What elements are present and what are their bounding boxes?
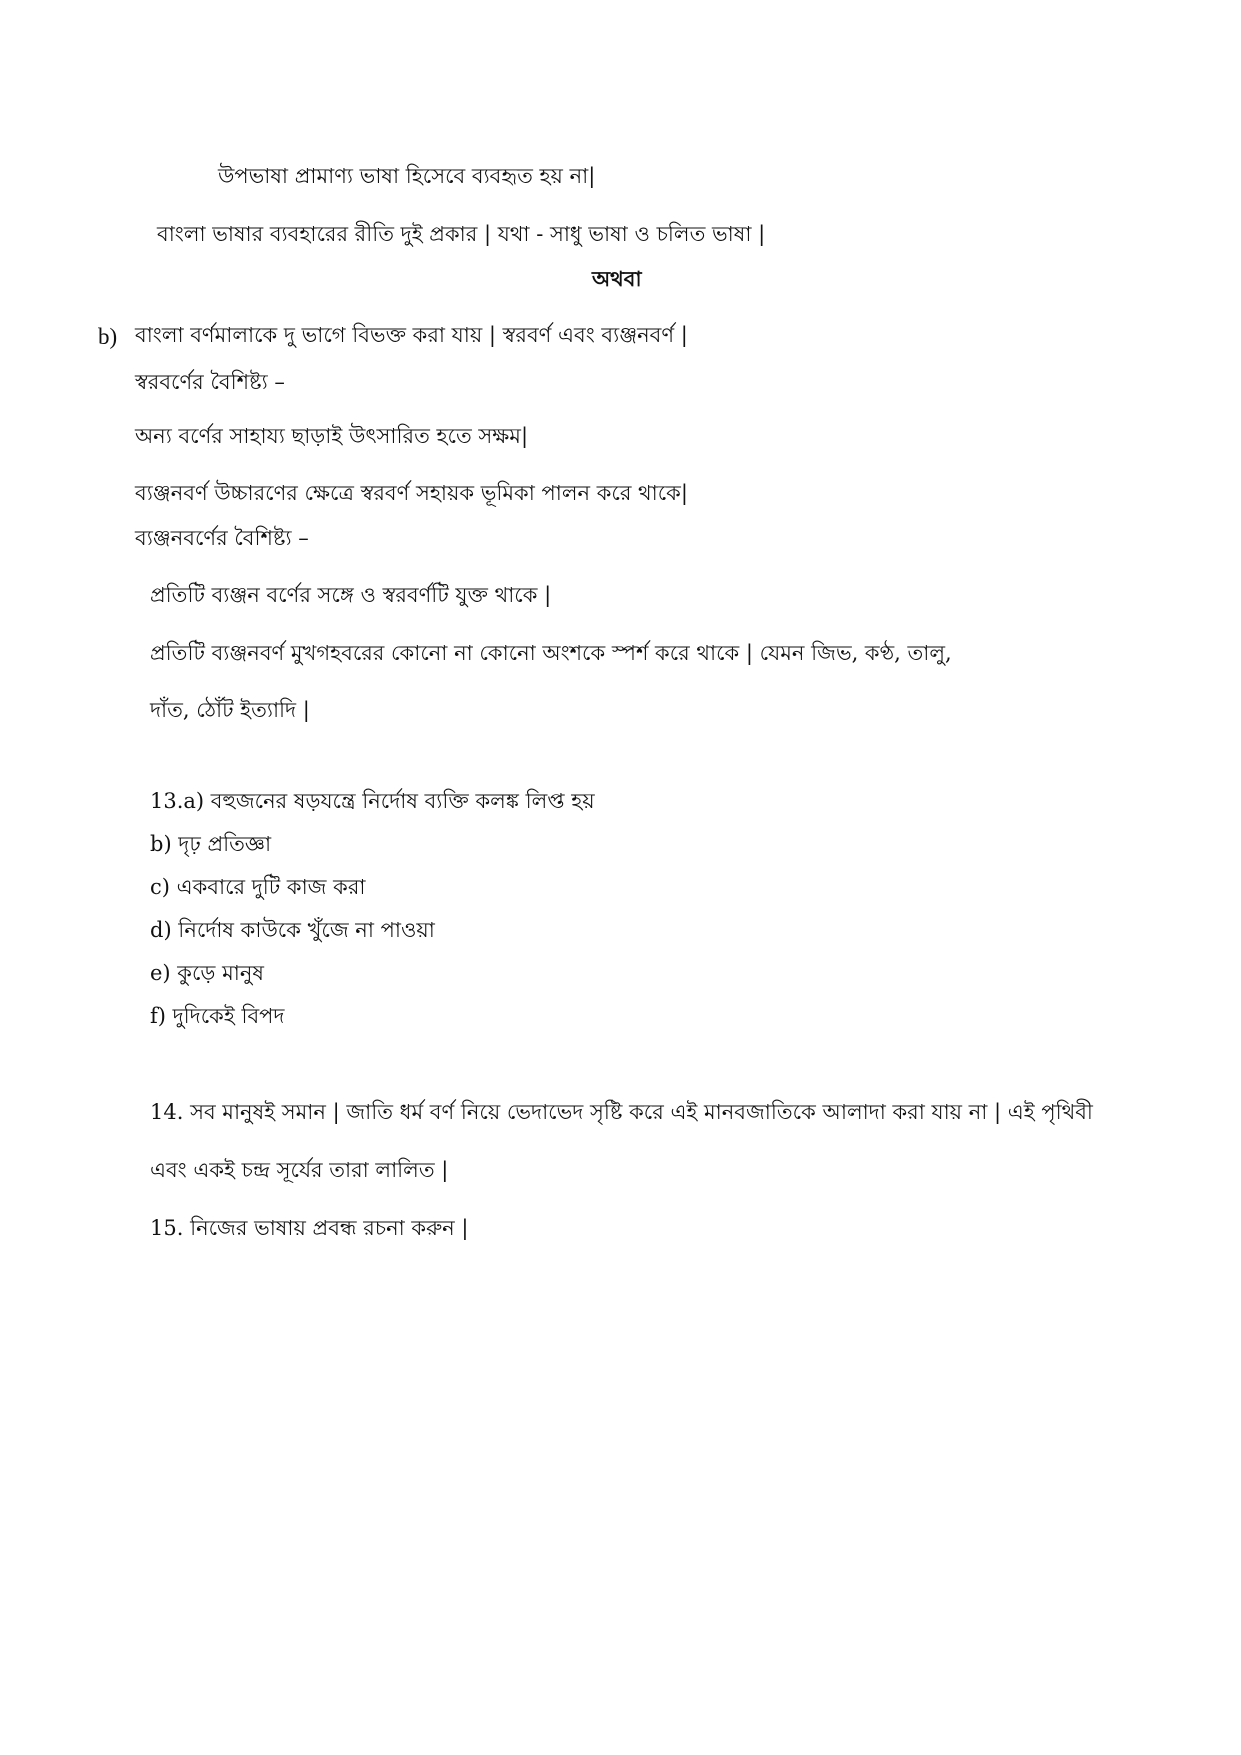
consonant-point-1: প্রতিটি ব্যঞ্জন বর্ণের সঙ্গে ও স্বরবর্ণটি যুক্ত থাকে |	[150, 583, 552, 607]
consonant-point-2a: প্রতিটি ব্যঞ্জনবর্ণ মুখগহবরের কোনো না কোনো অংশকে স্পর্শ করে থাকে | যেমন জিভ, কণ্ঠ, তালু,	[150, 641, 952, 665]
s13-item-e: e) কুড়ে মানুষ	[150, 961, 264, 985]
consonant-heading: ব্যঞ্জনবর্ণের বৈশিষ্ট্য –	[135, 526, 309, 550]
consonant-point-2b: দাঁত, ঠোঁট ইত্যাদি |	[150, 698, 310, 722]
s12-line-2: বাংলা ভাষার ব্যবহারের রীতি দুই প্রকার | যথা - সাধু ভাষা ও চলিত ভাষা |	[157, 222, 766, 246]
b-marker: b)	[98, 324, 118, 349]
s14-line-1: 14. সব মানুষই সমান | জাতি ধর্ম বর্ণ নিয়ে ভেদাভেদ সৃষ্টি করে এই মানবজাতিকে আলাদা করা যায় না | এই পৃথিবী	[150, 1100, 1093, 1124]
vowel-point-1: অন্য বর্ণের সাহায্য ছাড়াই উৎসারিত হতে সক্ষম|	[135, 424, 529, 448]
s12-line-1: উপভাষা প্রামাণ্য ভাষা হিসেবে ব্যবহৃত হয় না|	[218, 164, 596, 188]
s13-item-f: f) দুদিকেই বিপদ	[150, 1004, 285, 1028]
b-intro: বাংলা বর্ণমালাকে দু ভাগে বিভক্ত করা যায় | স্বরবর্ণ এবং ব্যঞ্জনবর্ণ |	[135, 323, 688, 347]
s15-line-1: 15. নিজের ভাষায় প্রবন্ধ রচনা করুন |	[150, 1216, 469, 1240]
vowel-point-2: ব্যঞ্জনবর্ণ উচ্চারণের ক্ষেত্রে স্বরবর্ণ সহায়ক ভূমিকা পালন করে থাকে|	[135, 481, 688, 505]
s13-item-a: 13.a) বহুজনের ষড়যন্ত্রে নির্দোষ ব্যক্তি কলঙ্ক লিপ্ত হয়	[150, 789, 595, 813]
s13-item-b: b) দৃঢ় প্রতিজ্ঞা	[150, 832, 272, 856]
vowel-heading: স্বরবর্ণের বৈশিষ্ট্য –	[135, 370, 285, 394]
s13-item-c: c) একবারে দুটি কাজ করা	[150, 875, 366, 899]
s14-line-2: এবং একই চন্দ্র সূর্যের তারা লালিত |	[150, 1158, 449, 1182]
or-label: অথবা	[592, 266, 642, 291]
s13-item-d: d) নির্দোষ কাউকে খুঁজে না পাওয়া	[150, 918, 435, 942]
